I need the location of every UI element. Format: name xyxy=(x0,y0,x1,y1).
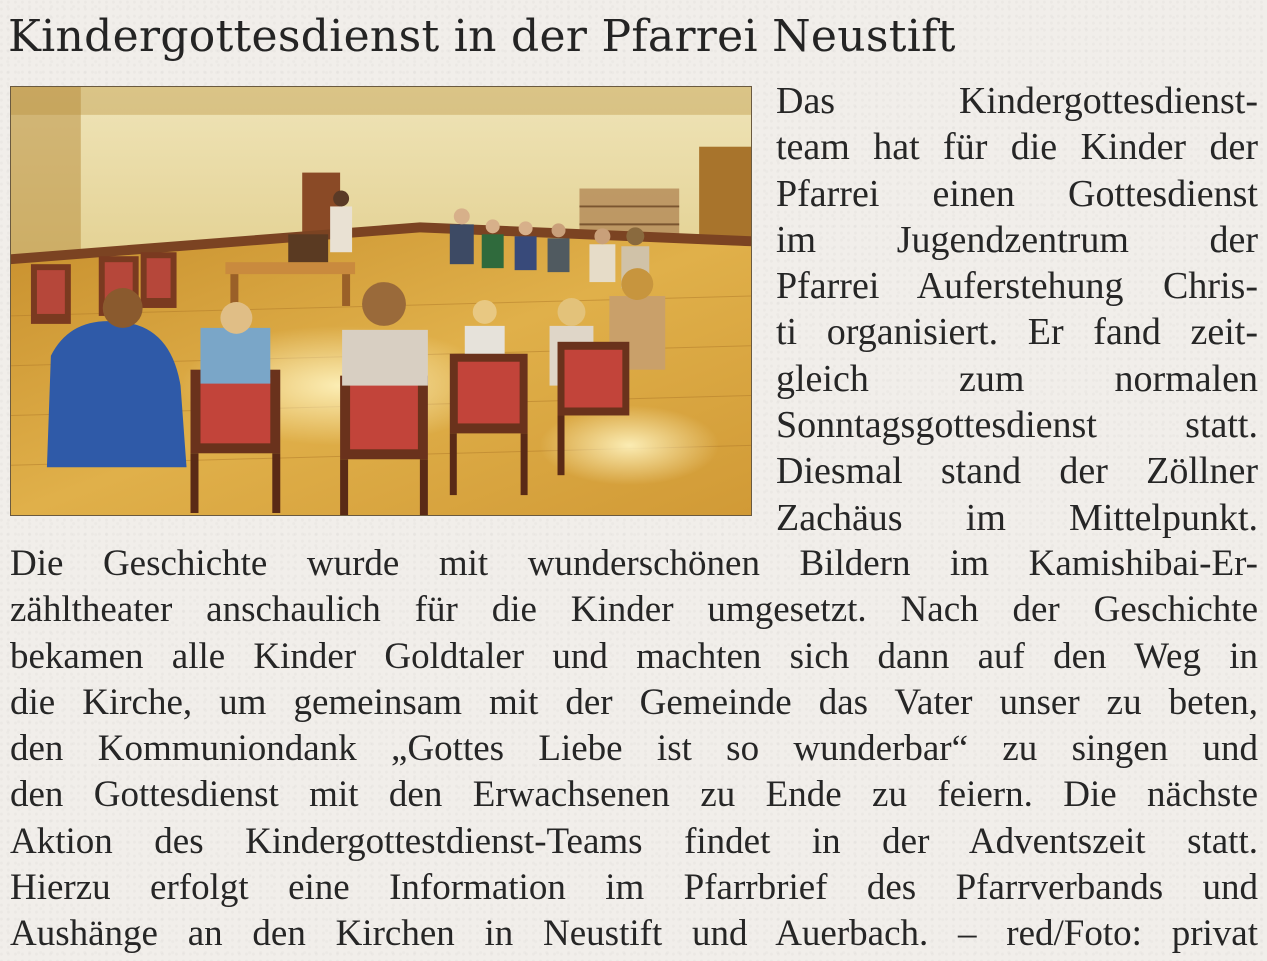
column-line: gleich zum normalen xyxy=(776,357,1258,400)
column-line: Diesmal stand der Zöllner xyxy=(776,450,1258,493)
column-line: Pfarrei Auferstehung Chris- xyxy=(776,265,1258,308)
body-line: den Kommuniondank „Gottes Liebe ist so wunderbar“ zu singen und xyxy=(10,728,1258,770)
body-line: den Gottesdienst mit den Erwachsenen zu Ende zu feiern. Die nächste xyxy=(10,774,1258,816)
photo-illustration xyxy=(11,87,751,515)
column-line: team hat für die Kinder der xyxy=(776,126,1258,169)
column-line: im Jugendzentrum der xyxy=(776,218,1258,261)
column-line: ti organisiert. Er fand zeit- xyxy=(776,311,1258,354)
body-line: Aushänge an den Kirchen in Neustift und Auerbach. – red/Foto: privat xyxy=(10,913,1258,955)
body-line: die Kirche, um gemeinsam mit der Gemeinde das Vater unser zu beten, xyxy=(10,681,1258,723)
article-headline: Kindergottesdienst in der Pfarrei Neustift xyxy=(8,11,956,62)
body-line: zähltheater anschaulich für die Kinder umgesetzt. Nach der Geschichte xyxy=(10,589,1258,631)
article-body xyxy=(10,541,1258,958)
body-line: Die Geschichte wurde mit wunderschönen Bildern im Kamishibai-Er- xyxy=(10,543,1258,584)
body-line: Aktion des Kindergottestdienst-Teams findet in der Adventszeit statt. xyxy=(10,820,1258,862)
article-photo xyxy=(10,86,752,516)
body-line: bekamen alle Kinder Goldtaler und machten sich dann auf den Weg in xyxy=(10,635,1258,677)
body-line: Hierzu erfolgt eine Information im Pfarrbrief des Pfarrverbands und xyxy=(10,867,1258,909)
column-line: Sonntagsgottesdienst statt. xyxy=(776,404,1258,447)
column-line: Pfarrei einen Gottesdienst xyxy=(776,172,1258,215)
column-line: Zachäus im Mittelpunkt. xyxy=(776,496,1258,539)
column-line: Das Kindergottesdienst- xyxy=(776,80,1258,122)
intro-column xyxy=(776,78,1258,541)
